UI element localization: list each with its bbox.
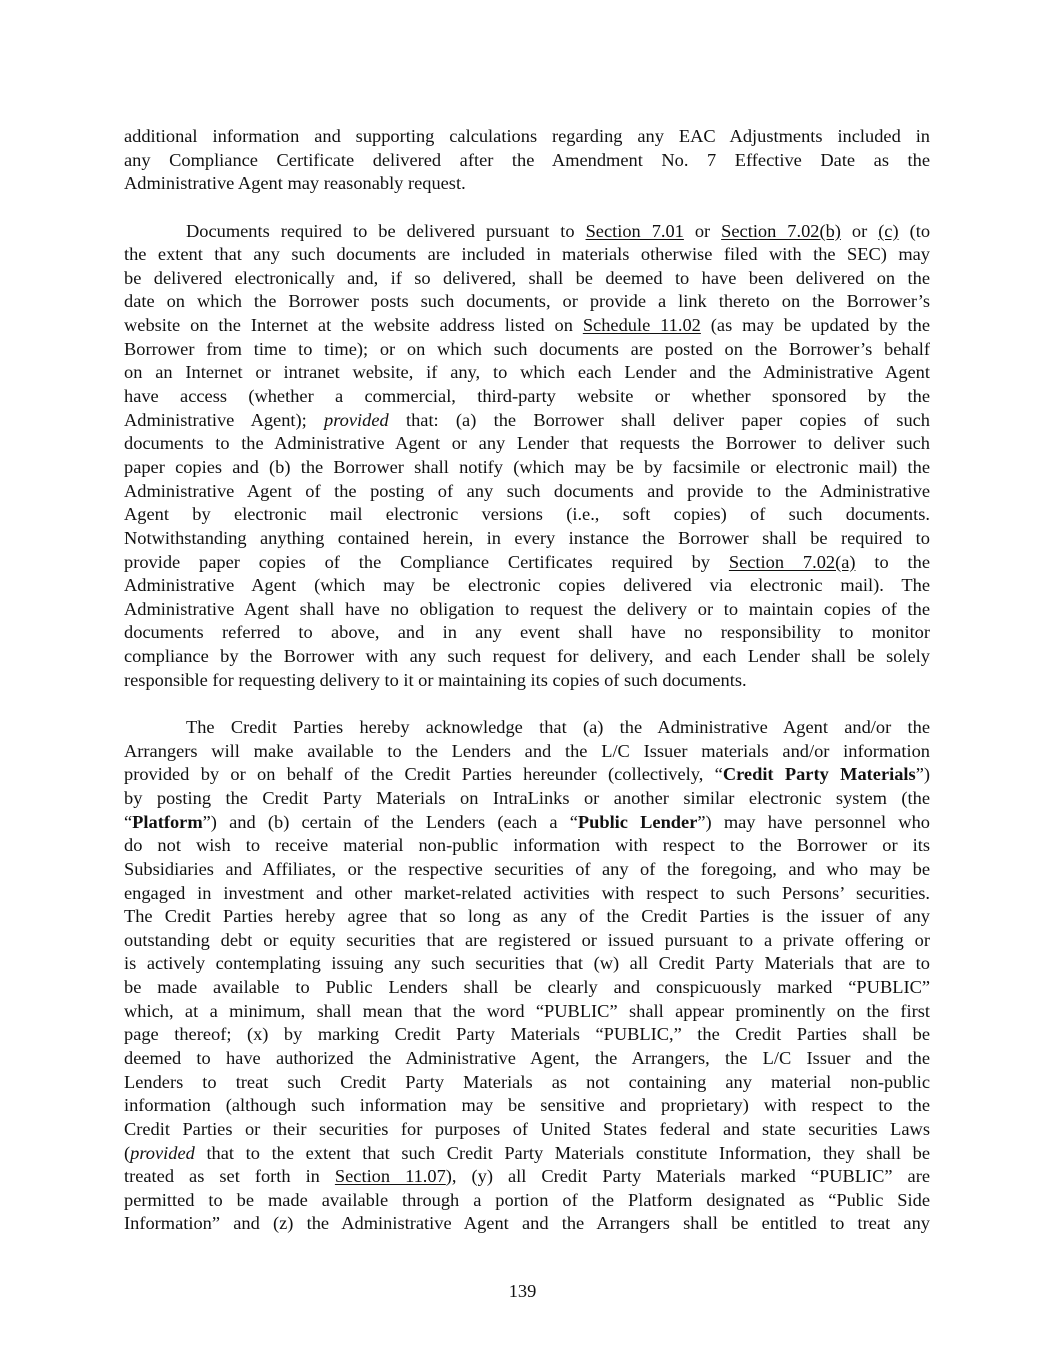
text-run: ”) and (b) certain of the Lenders (each a “ bbox=[202, 811, 578, 832]
text-line bbox=[124, 432, 930, 456]
text-run: date on which the Borrower posts such documents, or provide a link thereto on the Borrower’s bbox=[124, 291, 930, 312]
text-run: Borrower from time to time); or on which such documents are posted on the Borrower’s behalf bbox=[124, 338, 930, 359]
text-run: (as may be updated by the bbox=[700, 315, 930, 336]
text-run: Documents required to be delivered pursuant to bbox=[186, 220, 586, 241]
text-line bbox=[124, 314, 930, 338]
text-line bbox=[124, 669, 930, 693]
emphasis-text: provided bbox=[130, 1142, 195, 1163]
text-run: do not wish to receive material non-public information with respect to the Borrower or its bbox=[124, 835, 930, 856]
text-run: that to the extent that such Credit Party Materials constitute Information, they shall be bbox=[194, 1142, 930, 1163]
defined-term: Platform bbox=[132, 811, 203, 832]
text-line bbox=[124, 290, 930, 314]
text-line bbox=[124, 905, 930, 929]
text-run: Administrative Agent shall have no obligation to request the delivery or to maintain copies of the bbox=[124, 598, 930, 619]
text-line bbox=[124, 1047, 930, 1071]
text-line bbox=[124, 763, 930, 787]
text-run: Lenders to treat such Credit Party Materials as not containing any material non-public bbox=[124, 1071, 930, 1092]
text-run: engaged in investment and other market-related activities with respect to such Persons’ securities. bbox=[124, 882, 930, 903]
text-run: “ bbox=[124, 811, 133, 832]
text-run: the extent that any such documents are included in materials otherwise filed with the SEC) may bbox=[124, 244, 930, 265]
text-line bbox=[124, 834, 930, 858]
text-line bbox=[124, 882, 930, 906]
text-run: Administrative Agent (which may be electronic copies delivered via electronic mail). The bbox=[124, 575, 930, 596]
text-line bbox=[124, 267, 930, 291]
text-run: The Credit Parties hereby agree that so long as any of the Credit Parties is the issuer of any bbox=[124, 906, 930, 927]
text-run: compliance by the Borrower with any such request for delivery, and each Lender shall be solely bbox=[124, 646, 930, 667]
text-line bbox=[124, 480, 930, 504]
text-run: which, at a minimum, shall mean that the word “PUBLIC” shall appear prominently on the first bbox=[124, 1000, 930, 1021]
text-run: be made available to Public Lenders shall be clearly and conspicuously marked “PUBLIC” bbox=[124, 977, 930, 998]
text-run: any Compliance Certificate delivered after the Amendment No. 7 Effective Date as the bbox=[124, 149, 930, 170]
text-line bbox=[124, 1189, 930, 1213]
text-line bbox=[124, 598, 930, 622]
text-line bbox=[124, 1118, 930, 1142]
text-run: or bbox=[840, 220, 879, 241]
text-run: additional information and supporting calculations regarding any EAC Adjustments included in bbox=[124, 126, 930, 146]
text-run: Notwithstanding anything contained herein, in every instance the Borrower shall be required to bbox=[124, 527, 930, 548]
text-run: ”) bbox=[915, 764, 930, 785]
text-line bbox=[124, 125, 930, 149]
defined-term: Public Lender bbox=[577, 811, 698, 832]
section-reference: (c) bbox=[878, 220, 899, 241]
section-reference: Section 7.02(b) bbox=[721, 220, 841, 241]
text-line bbox=[124, 740, 930, 764]
text-line bbox=[124, 645, 930, 669]
text-run: ”) may have personnel who bbox=[697, 811, 930, 832]
text-line bbox=[124, 929, 930, 953]
text-line bbox=[124, 338, 930, 362]
text-run: ), (y) all Credit Party Materials marked “PUBLIC” are bbox=[445, 1166, 930, 1187]
defined-term: Credit Party Materials bbox=[722, 764, 916, 785]
text-line bbox=[124, 621, 930, 645]
text-run: provide paper copies of the Compliance Certificates required by bbox=[124, 551, 729, 572]
text-run: that: (a) the Borrower shall deliver paper copies of such bbox=[388, 409, 930, 430]
section-reference: Section 11.07 bbox=[334, 1166, 446, 1187]
text-line bbox=[124, 385, 930, 409]
text-line bbox=[124, 456, 930, 480]
text-run: outstanding debt or equity securities that are registered or issued pursuant to a private offering or bbox=[124, 929, 930, 950]
page-number: 139 bbox=[508, 1281, 537, 1301]
text-run: have access (whether a commercial, third-party website or whether sponsored by the bbox=[124, 386, 930, 407]
text-run: information (although such information may be sensitive and proprietary) with respect to the bbox=[124, 1095, 930, 1116]
text-run: deemed to have authorized the Administrative Agent, the Arrangers, the L/C Issuer and the bbox=[124, 1047, 930, 1068]
text-run: Credit Parties or their securities for purposes of United States federal and state securities Laws bbox=[124, 1118, 930, 1139]
text-line bbox=[124, 1023, 930, 1047]
text-line bbox=[124, 149, 930, 173]
text-run: or bbox=[683, 220, 722, 241]
text-run: paper copies and (b) the Borrower shall notify (which may be by facsimile or electronic mail) the bbox=[124, 456, 930, 477]
text-line bbox=[124, 243, 930, 267]
text-run: treated as set forth in bbox=[124, 1166, 335, 1187]
text-line bbox=[124, 787, 930, 811]
text-run: ( bbox=[124, 1142, 131, 1163]
text-run: page thereof; (x) by marking Credit Party Materials “PUBLIC,” the Credit Parties shall be bbox=[124, 1024, 930, 1045]
section-reference: Section 7.02(a) bbox=[728, 551, 856, 572]
text-line bbox=[124, 716, 930, 740]
text-run: (to bbox=[898, 220, 931, 241]
text-line bbox=[124, 1165, 930, 1189]
text-line bbox=[124, 503, 930, 527]
text-line bbox=[124, 527, 930, 551]
text-line bbox=[124, 172, 930, 196]
text-run: by posting the Credit Party Materials on IntraLinks or another similar electronic system (the bbox=[124, 787, 930, 808]
text-run: The Credit Parties hereby acknowledge that (a) the Administrative Agent and/or the bbox=[186, 717, 930, 738]
paragraph bbox=[124, 220, 930, 693]
text-run: responsible for requesting delivery to it or maintaining its copies of such documents. bbox=[124, 669, 747, 690]
text-run: documents referred to above, and in any event shall have no responsibility to monitor bbox=[124, 622, 930, 643]
text-line bbox=[124, 811, 930, 835]
text-run: to the bbox=[855, 551, 931, 572]
text-line bbox=[124, 551, 930, 575]
text-run: Administrative Agent of the posting of any such documents and provide to the Administrative bbox=[124, 480, 930, 501]
text-run: is actively contemplating issuing any such securities that (w) all Credit Party Materials that are to bbox=[124, 953, 930, 974]
text-run: documents to the Administrative Agent or any Lender that requests the Borrower to deliver such bbox=[124, 433, 930, 454]
text-run: Agent by electronic mail electronic versions (i.e., soft copies) of such documents. bbox=[124, 504, 930, 525]
text-line bbox=[124, 1212, 930, 1236]
text-run: Arrangers will make available to the Lenders and the L/C Issuer materials and/or information bbox=[124, 740, 930, 761]
text-line bbox=[124, 952, 930, 976]
text-line bbox=[124, 1142, 930, 1166]
text-run: on an Internet or intranet website, if any, to which each Lender and the Administrative Agent bbox=[124, 362, 930, 383]
section-reference: Section 7.01 bbox=[585, 220, 684, 241]
text-line bbox=[124, 1094, 930, 1118]
text-run: be delivered electronically and, if so delivered, shall be deemed to have been delivered on the bbox=[124, 267, 930, 288]
paragraph bbox=[124, 716, 930, 1236]
text-line bbox=[124, 361, 930, 385]
text-line bbox=[124, 409, 930, 433]
text-run: Information” and (z) the Administrative Agent and the Arrangers shall be entitled to treat any bbox=[124, 1213, 930, 1234]
section-reference: Schedule 11.02 bbox=[582, 315, 701, 336]
text-line bbox=[124, 1000, 930, 1024]
text-run: Administrative Agent); bbox=[124, 409, 325, 430]
text-run: Administrative Agent may reasonably request. bbox=[124, 173, 466, 194]
paragraph bbox=[124, 125, 930, 196]
text-run: permitted to be made available through a portion of the Platform designated as “Public Side bbox=[124, 1189, 930, 1210]
text-line bbox=[124, 858, 930, 882]
text-run: Subsidiaries and Affiliates, or the respective securities of any of the foregoing, and who may be bbox=[124, 858, 930, 879]
text-line bbox=[124, 574, 930, 598]
text-line bbox=[124, 220, 930, 244]
document-body bbox=[124, 125, 930, 1260]
emphasis-text: provided bbox=[324, 409, 389, 430]
text-run: website on the Internet at the website address listed on bbox=[124, 315, 583, 336]
text-line bbox=[124, 976, 930, 1000]
text-line bbox=[124, 1071, 930, 1095]
text-run: provided by or on behalf of the Credit Parties hereunder (collectively, “ bbox=[124, 764, 723, 785]
